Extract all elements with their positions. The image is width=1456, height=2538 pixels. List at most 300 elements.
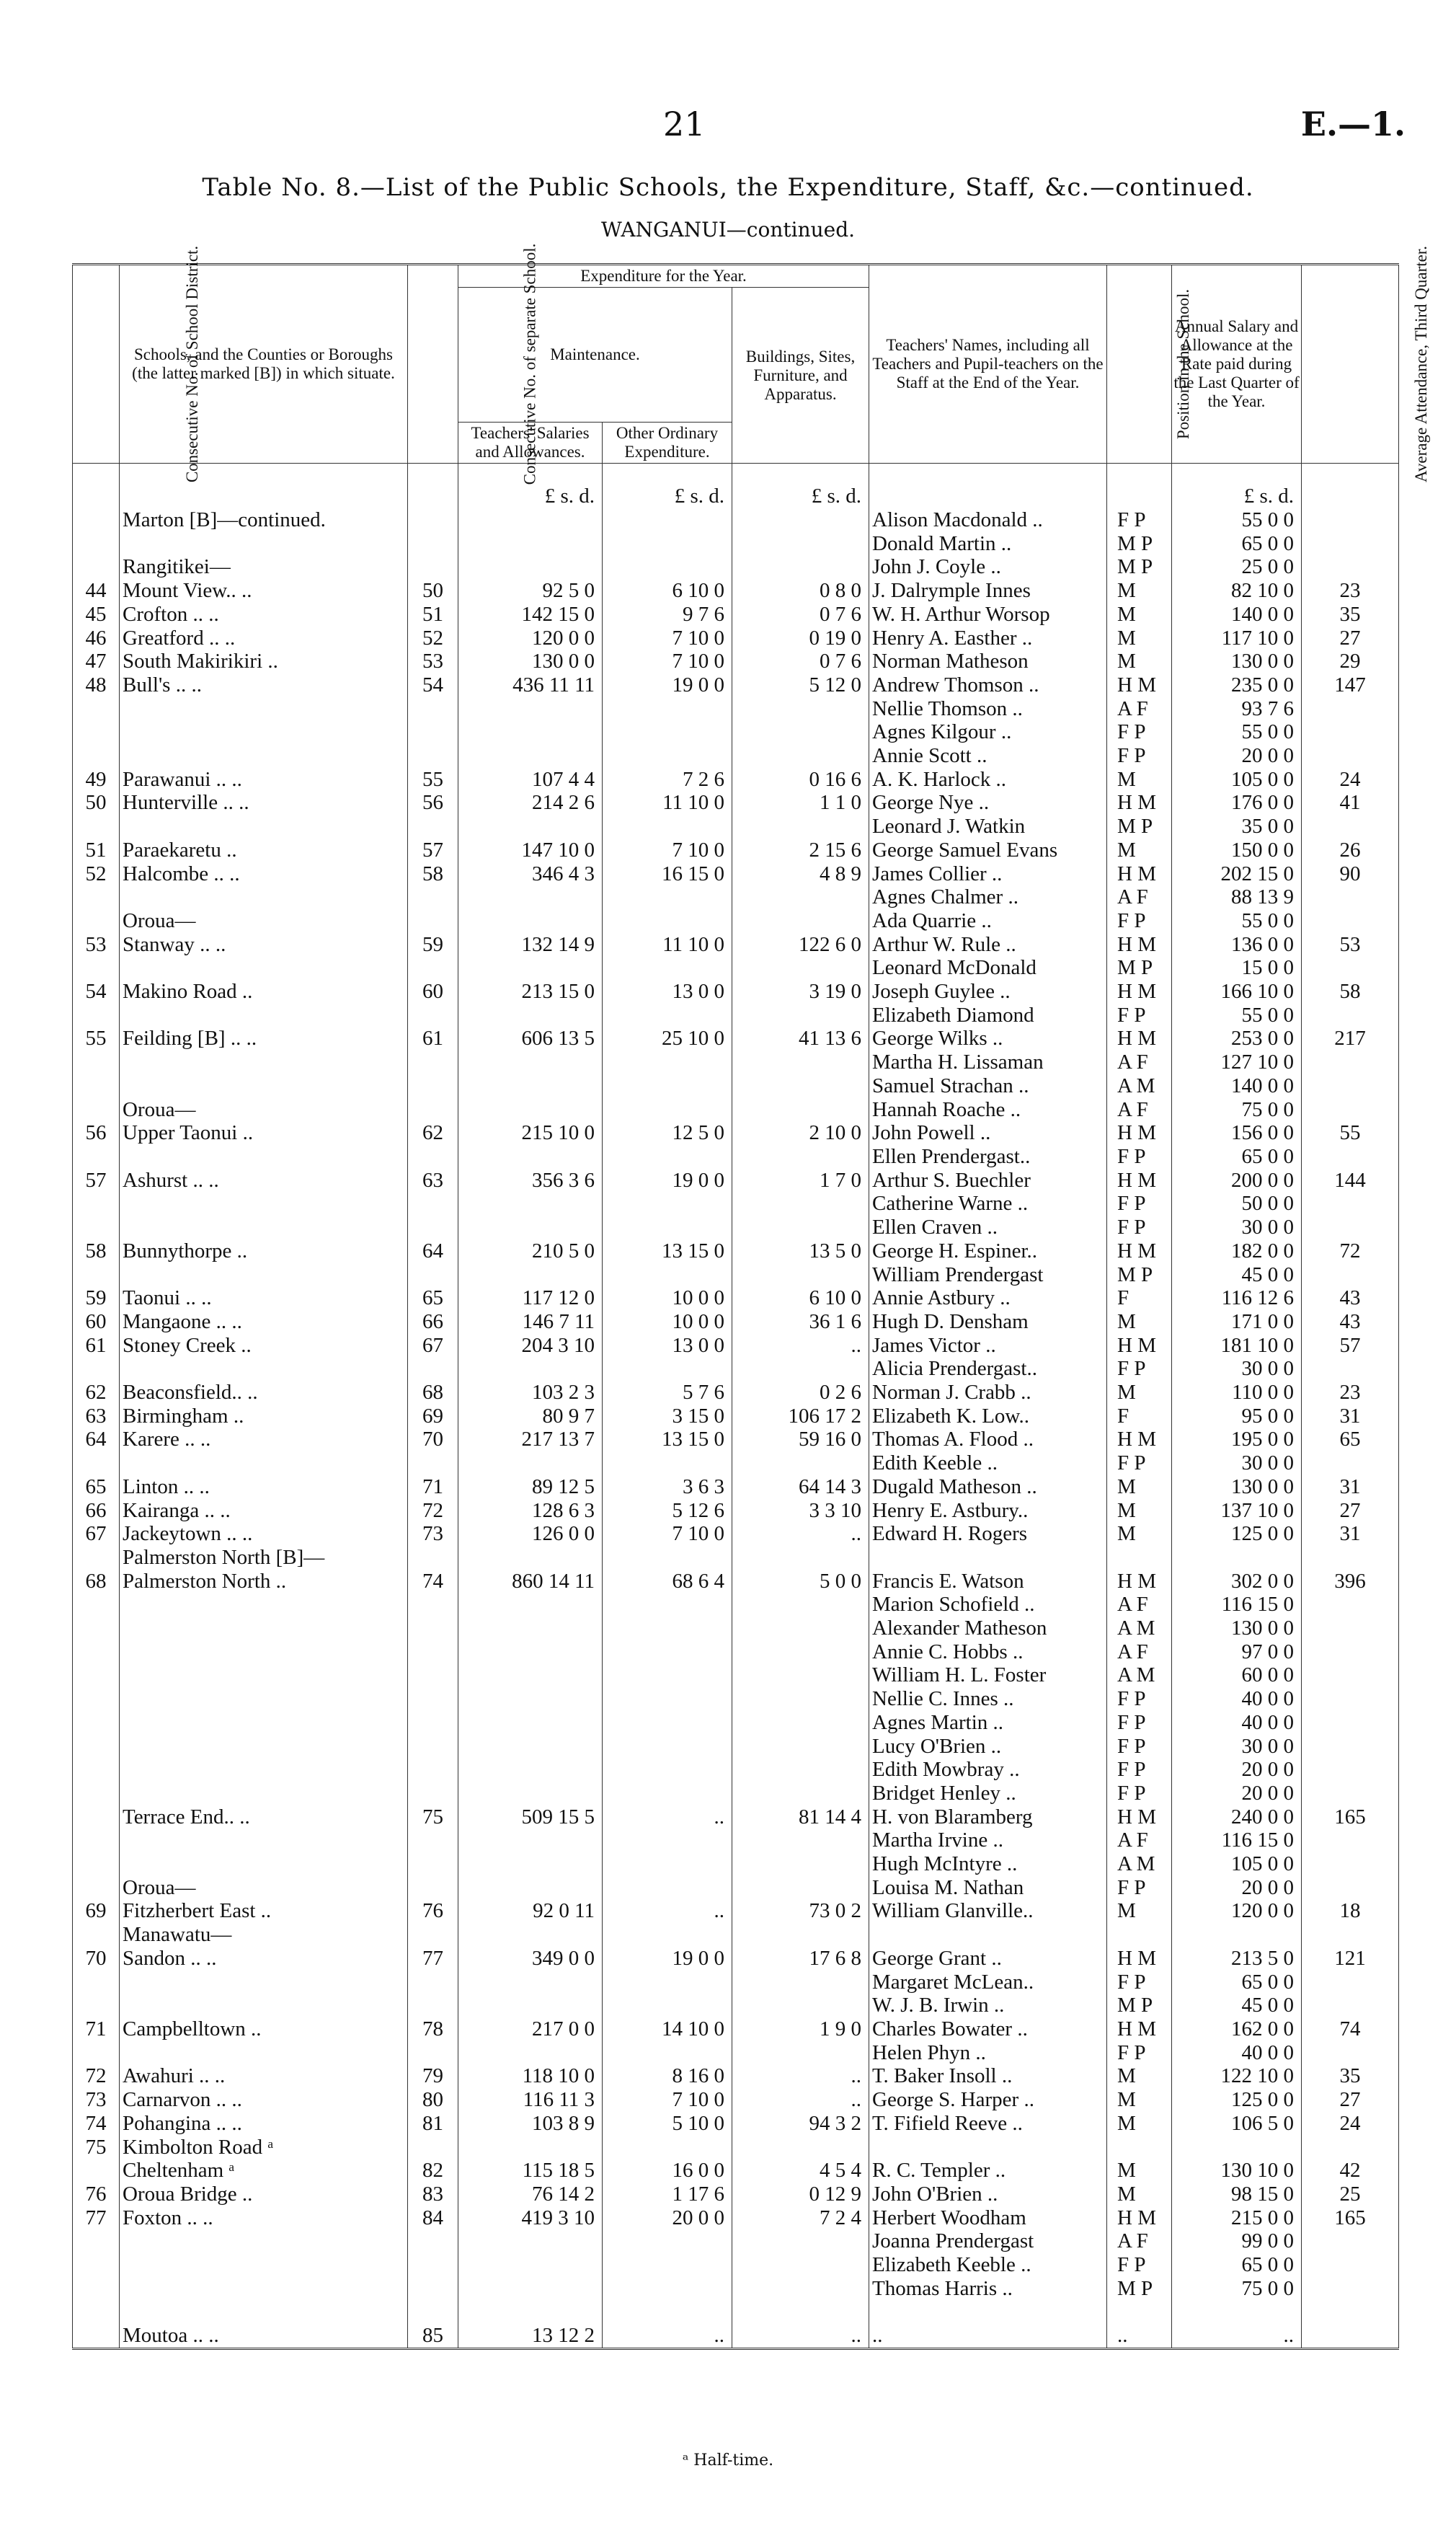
buildings-cell [732,1216,869,1239]
table-row [73,1499,1399,1523]
position-cell [1107,1546,1172,1570]
other-expenditure-cell: .. [603,1899,732,1923]
salaries-cell [458,1971,603,1994]
school-name-cell: Hunterville .. .. [120,791,408,815]
attendance-cell: 29 [1302,650,1399,673]
table-title: Table No. 8.—List of the Public Schools, the Expenditure, Staff, &c.—continued. [202,173,1254,202]
attendance-cell [1302,1782,1399,1805]
school-no-cell: 59 [408,933,458,957]
salaries-cell [458,1663,603,1687]
salaries-cell: 349 0 0 [458,1947,603,1971]
position-cell: H M [1107,980,1172,1004]
header-district: Consecutive No. of School District. [73,265,120,464]
buildings-cell [732,720,869,744]
other-expenditure-cell: 7 10 0 [603,2088,732,2112]
teacher-name-cell: Thomas Harris .. [869,2277,1107,2301]
position-cell: H M [1107,1570,1172,1593]
district-no-cell: 48 [73,673,120,697]
header-position: Position in the School. [1107,265,1172,464]
school-name-cell: Campbelltown .. [120,2017,408,2041]
position-cell: H M [1107,933,1172,957]
table-row [73,1098,1399,1122]
table-row [73,1758,1399,1782]
teacher-name-cell: Arthur S. Buechler [869,1169,1107,1193]
district-no-cell [73,1805,120,1829]
table-row [73,1334,1399,1358]
teacher-name-cell: Ellen Prendergast.. [869,1145,1107,1169]
attendance-cell: 43 [1302,1310,1399,1334]
position-cell: A M [1107,1852,1172,1876]
district-no-cell: 44 [73,579,120,603]
school-no-cell: 69 [408,1405,458,1428]
buildings-cell: 1 7 0 [732,1169,869,1193]
salaries-cell: 217 0 0 [458,2017,603,2041]
salaries-cell [458,1098,603,1122]
table-row [73,885,1399,909]
school-no-cell: 64 [408,1239,458,1263]
annual-salary-cell: 75 0 0 [1172,2277,1302,2301]
school-no-cell [408,1758,458,1782]
school-no-cell: 83 [408,2183,458,2206]
district-no-cell [73,1829,120,1852]
school-no-cell [408,2136,458,2159]
school-name-cell: Stoney Creek .. [120,1334,408,1358]
annual-salary-cell: 65 0 0 [1172,532,1302,556]
district-no-cell: 59 [73,1286,120,1310]
buildings-cell [732,1758,869,1782]
annual-salary-cell [1172,1546,1302,1570]
school-name-cell: Terrace End.. .. [120,1805,408,1829]
district-no-cell: 62 [73,1381,120,1405]
teacher-name-cell: George Wilks .. [869,1027,1107,1051]
buildings-cell: 7 2 4 [732,2206,869,2230]
table-row [73,2253,1399,2277]
annual-salary-cell: 35 0 0 [1172,815,1302,839]
units-other: £ s. d. [603,464,732,509]
header-school: Schools, and the Counties or Boroughs (the latter marked [B]) in which situate. [120,265,408,464]
position-cell: F [1107,1286,1172,1310]
table-row [73,1145,1399,1169]
buildings-cell: 3 19 0 [732,980,869,1004]
district-no-cell [73,1640,120,1664]
district-no-cell: 73 [73,2088,120,2112]
school-name-cell [120,1617,408,1640]
buildings-cell: 0 19 0 [732,627,869,650]
teacher-name-cell: Andrew Thomson .. [869,673,1107,697]
school-no-cell [408,1004,458,1027]
school-no-cell [408,815,458,839]
other-expenditure-cell: 7 10 0 [603,1522,732,1546]
school-no-cell [408,1074,458,1098]
footnote: ᵃ Half-time. [682,2451,774,2470]
school-no-cell: 78 [408,2017,458,2041]
school-no-cell [408,1923,458,1947]
district-no-cell: 50 [73,791,120,815]
table-row [73,532,1399,556]
table-row [73,2112,1399,2136]
school-name-cell [120,1004,408,1027]
school-name-cell: Birmingham .. [120,1405,408,1428]
school-name-cell [120,1145,408,1169]
buildings-cell: 6 10 0 [732,1286,869,1310]
buildings-cell: 0 7 6 [732,650,869,673]
annual-salary-cell: 20 0 0 [1172,744,1302,768]
annual-salary-cell: 45 0 0 [1172,1994,1302,2017]
school-name-cell: Beaconsfield.. .. [120,1381,408,1405]
annual-salary-cell: 55 0 0 [1172,909,1302,933]
table-row [73,1852,1399,1876]
buildings-cell [732,2041,869,2065]
district-no-cell [73,1876,120,1900]
salaries-cell: 92 5 0 [458,579,603,603]
position-cell: F P [1107,909,1172,933]
other-expenditure-cell: 7 10 0 [603,839,732,862]
other-expenditure-cell: 12 5 0 [603,1121,732,1145]
attendance-cell [1302,815,1399,839]
school-no-cell: 52 [408,627,458,650]
school-name-cell [120,956,408,980]
position-cell: F P [1107,1782,1172,1805]
other-expenditure-cell [603,1004,732,1027]
school-no-cell [408,1876,458,1900]
other-expenditure-cell: 13 15 0 [603,1428,732,1451]
position-cell: A F [1107,1098,1172,1122]
annual-salary-cell: 99 0 0 [1172,2229,1302,2253]
other-expenditure-cell [603,1640,732,1664]
annual-salary-cell: 176 0 0 [1172,791,1302,815]
teacher-name-cell: .. [869,2324,1107,2348]
table-row [73,2064,1399,2088]
position-cell: M [1107,1310,1172,1334]
other-expenditure-cell: 16 15 0 [603,862,732,886]
table-row [73,1051,1399,1074]
school-no-cell [408,1145,458,1169]
school-name-cell: Karere .. .. [120,1428,408,1451]
annual-salary-cell: 116 15 0 [1172,1593,1302,1617]
other-expenditure-cell [603,909,732,933]
attendance-cell [1302,1192,1399,1216]
teacher-name-cell: Henry A. Easther .. [869,627,1107,650]
salaries-cell [458,1074,603,1098]
table-row [73,2159,1399,2183]
other-expenditure-cell: 20 0 0 [603,2206,732,2230]
units-salaries: £ s. d. [458,464,603,509]
table-row [73,1640,1399,1664]
other-expenditure-cell: 3 15 0 [603,1405,732,1428]
salaries-cell: 92 0 11 [458,1899,603,1923]
annual-salary-cell: 182 0 0 [1172,1239,1302,1263]
annual-salary-cell: 15 0 0 [1172,956,1302,980]
position-cell: F P [1107,1687,1172,1711]
salaries-cell [458,815,603,839]
other-expenditure-cell [603,2277,732,2301]
table-row [73,508,1399,532]
buildings-cell: .. [732,2064,869,2088]
district-no-cell: 56 [73,1121,120,1145]
other-expenditure-cell: 1 17 6 [603,2183,732,2206]
teacher-name-cell: Annie C. Hobbs .. [869,1640,1107,1664]
position-cell: H M [1107,673,1172,697]
header-annual-salary: Annual Salary and Allowance at the Rate paid during the Last Quarter of the Year. [1172,265,1302,464]
district-no-cell: 52 [73,862,120,886]
position-cell: M [1107,1522,1172,1546]
teacher-name-cell: William H. L. Foster [869,1663,1107,1687]
header-salaries: Teachers' Salaries and Allowances. [458,423,603,464]
buildings-cell [732,744,869,768]
table-row [73,1475,1399,1499]
other-expenditure-cell [603,885,732,909]
salaries-cell [458,2229,603,2253]
position-cell: A F [1107,1829,1172,1852]
salaries-cell: 118 10 0 [458,2064,603,2088]
teacher-name-cell: George Nye .. [869,791,1107,815]
school-name-cell [120,1829,408,1852]
buildings-cell: 2 15 6 [732,839,869,862]
teacher-name-cell: Norman J. Crabb .. [869,1381,1107,1405]
district-no-cell: 75 [73,2136,120,2159]
attendance-cell [1302,1098,1399,1122]
teacher-name-cell: Agnes Chalmer .. [869,885,1107,909]
salaries-cell: 217 13 7 [458,1428,603,1451]
attendance-cell [1302,697,1399,721]
annual-salary-cell: 130 0 0 [1172,1617,1302,1640]
district-no-cell [73,909,120,933]
school-name-cell [120,1593,408,1617]
other-expenditure-cell: 10 0 0 [603,1310,732,1334]
school-name-cell: Bunnythorpe .. [120,1239,408,1263]
table-row [73,2088,1399,2112]
buildings-cell [732,1829,869,1852]
attendance-cell [1302,2229,1399,2253]
attendance-cell [1302,956,1399,980]
table-row [73,2300,1399,2324]
district-no-cell [73,2277,120,2301]
buildings-cell: 106 17 2 [732,1405,869,1428]
attendance-cell: 27 [1302,627,1399,650]
teacher-name-cell: Joseph Guylee .. [869,980,1107,1004]
buildings-cell [732,1098,869,1122]
teacher-name-cell [869,2136,1107,2159]
district-no-cell: 72 [73,2064,120,2088]
district-no-cell: 57 [73,1169,120,1193]
annual-salary-cell: 88 13 9 [1172,885,1302,909]
position-cell: A M [1107,1074,1172,1098]
other-expenditure-cell [603,508,732,532]
teacher-name-cell: Hugh McIntyre .. [869,1852,1107,1876]
district-no-cell [73,1051,120,1074]
school-name-cell: Foxton .. .. [120,2206,408,2230]
teacher-name-cell: Hannah Roache .. [869,1098,1107,1122]
attendance-cell [1302,744,1399,768]
buildings-cell [732,1923,869,1947]
school-no-cell [408,1711,458,1735]
teacher-name-cell: John O'Brien .. [869,2183,1107,2206]
school-no-cell: 72 [408,1499,458,1523]
table-row [73,1263,1399,1287]
buildings-cell [732,1593,869,1617]
annual-salary-cell: 150 0 0 [1172,839,1302,862]
table-row [73,650,1399,673]
district-no-cell [73,1145,120,1169]
district-no-cell [73,1923,120,1947]
district-no-cell [73,1782,120,1805]
school-no-cell: 65 [408,1286,458,1310]
annual-salary-cell: 65 0 0 [1172,2253,1302,2277]
teacher-name-cell: Herbert Woodham [869,2206,1107,2230]
position-cell: M P [1107,532,1172,556]
teacher-name-cell: Marion Schofield .. [869,1593,1107,1617]
table-row [73,673,1399,697]
salaries-cell [458,2300,603,2324]
attendance-cell [1302,909,1399,933]
school-no-cell [408,1451,458,1475]
school-no-cell: 74 [408,1570,458,1593]
table-row [73,1192,1399,1216]
annual-salary-cell: 40 0 0 [1172,2041,1302,2065]
table-row [73,1617,1399,1640]
salaries-cell [458,2253,603,2277]
district-no-cell: 67 [73,1522,120,1546]
attendance-cell: 24 [1302,768,1399,792]
attendance-cell: 27 [1302,1499,1399,1523]
annual-salary-cell: 110 0 0 [1172,1381,1302,1405]
annual-salary-cell: 40 0 0 [1172,1711,1302,1735]
school-no-cell: 79 [408,2064,458,2088]
school-no-cell [408,1663,458,1687]
attendance-cell [1302,1263,1399,1287]
other-expenditure-cell: 19 0 0 [603,1947,732,1971]
district-no-cell: 65 [73,1475,120,1499]
attendance-cell: 31 [1302,1522,1399,1546]
position-cell: M P [1107,1263,1172,1287]
school-name-cell: Jackeytown .. .. [120,1522,408,1546]
teacher-name-cell: Alicia Prendergast.. [869,1357,1107,1381]
teacher-name-cell: George S. Harper .. [869,2088,1107,2112]
district-no-cell [73,1216,120,1239]
position-cell: F P [1107,1971,1172,1994]
other-expenditure-cell: 11 10 0 [603,933,732,957]
teacher-name-cell: W. H. Arthur Worsop [869,603,1107,627]
table-row [73,933,1399,957]
buildings-cell: 73 0 2 [732,1899,869,1923]
position-cell: F P [1107,1735,1172,1759]
school-name-cell [120,1971,408,1994]
annual-salary-cell: 253 0 0 [1172,1027,1302,1051]
school-name-cell: Fitzherbert East .. [120,1899,408,1923]
salaries-cell [458,697,603,721]
annual-salary-cell: 136 0 0 [1172,933,1302,957]
salaries-cell: 860 14 11 [458,1570,603,1593]
table-row [73,1027,1399,1051]
teacher-name-cell: Nellie Thomson .. [869,697,1107,721]
buildings-cell: 0 7 6 [732,603,869,627]
header-buildings: Buildings, Sites, Furniture, and Apparatus. [732,288,869,464]
school-no-cell: 66 [408,1310,458,1334]
other-expenditure-cell: 25 10 0 [603,1027,732,1051]
salaries-cell [458,1923,603,1947]
attendance-cell: 58 [1302,980,1399,1004]
other-expenditure-cell [603,1829,732,1852]
salaries-cell [458,720,603,744]
teacher-name-cell: Annie Scott .. [869,744,1107,768]
other-expenditure-cell [603,720,732,744]
school-no-cell: 70 [408,1428,458,1451]
annual-salary-cell: 95 0 0 [1172,1405,1302,1428]
table-row [73,1451,1399,1475]
table-row [73,1381,1399,1405]
salaries-cell [458,1617,603,1640]
school-name-cell: Mount View.. .. [120,579,408,603]
district-no-cell: 46 [73,627,120,650]
table-row [73,2183,1399,2206]
other-expenditure-cell: 9 7 6 [603,603,732,627]
units-buildings: £ s. d. [732,464,869,509]
salaries-cell [458,1640,603,1664]
school-no-cell [408,909,458,933]
position-cell: H M [1107,1428,1172,1451]
annual-salary-cell: 162 0 0 [1172,2017,1302,2041]
district-no-cell: 47 [73,650,120,673]
district-no-cell: 70 [73,1947,120,1971]
district-no-cell [73,1263,120,1287]
buildings-cell: 4 5 4 [732,2159,869,2183]
position-cell: F P [1107,1711,1172,1735]
district-no-cell: 54 [73,980,120,1004]
attendance-cell: 90 [1302,862,1399,886]
other-expenditure-cell: 14 10 0 [603,2017,732,2041]
district-no-cell [73,2324,120,2348]
school-name-cell: Oroua— [120,909,408,933]
school-name-cell: Makino Road .. [120,980,408,1004]
school-no-cell [408,720,458,744]
district-no-cell: 74 [73,2112,120,2136]
school-name-cell [120,1192,408,1216]
salaries-cell [458,2041,603,2065]
table-row [73,1357,1399,1381]
units-row [73,464,1399,509]
school-no-cell: 80 [408,2088,458,2112]
school-name-cell: Upper Taonui .. [120,1121,408,1145]
schools-table-container [72,243,1431,2350]
header-school-no: Consecutive No. of separate School. [408,265,458,464]
buildings-cell [732,1852,869,1876]
school-name-cell: Linton .. .. [120,1475,408,1499]
table-row [73,1004,1399,1027]
attendance-cell [1302,1617,1399,1640]
table-row [73,555,1399,579]
position-cell: M P [1107,1994,1172,2017]
table-row [73,1121,1399,1145]
buildings-cell: 1 9 0 [732,2017,869,2041]
attendance-cell: 26 [1302,839,1399,862]
buildings-cell [732,532,869,556]
salaries-cell: 128 6 3 [458,1499,603,1523]
annual-salary-cell: 140 0 0 [1172,1074,1302,1098]
table-row [73,1074,1399,1098]
position-cell: M [1107,2064,1172,2088]
district-no-cell: 45 [73,603,120,627]
school-no-cell: 67 [408,1334,458,1358]
buildings-cell: 1 1 0 [732,791,869,815]
school-name-cell: Oroua Bridge .. [120,2183,408,2206]
buildings-cell: 17 6 8 [732,1947,869,1971]
position-cell: M [1107,1381,1172,1405]
annual-salary-cell: 125 0 0 [1172,2088,1302,2112]
other-expenditure-cell: 13 15 0 [603,1239,732,1263]
teacher-name-cell: James Victor .. [869,1334,1107,1358]
annual-salary-cell: 105 0 0 [1172,1852,1302,1876]
school-no-cell: 75 [408,1805,458,1829]
